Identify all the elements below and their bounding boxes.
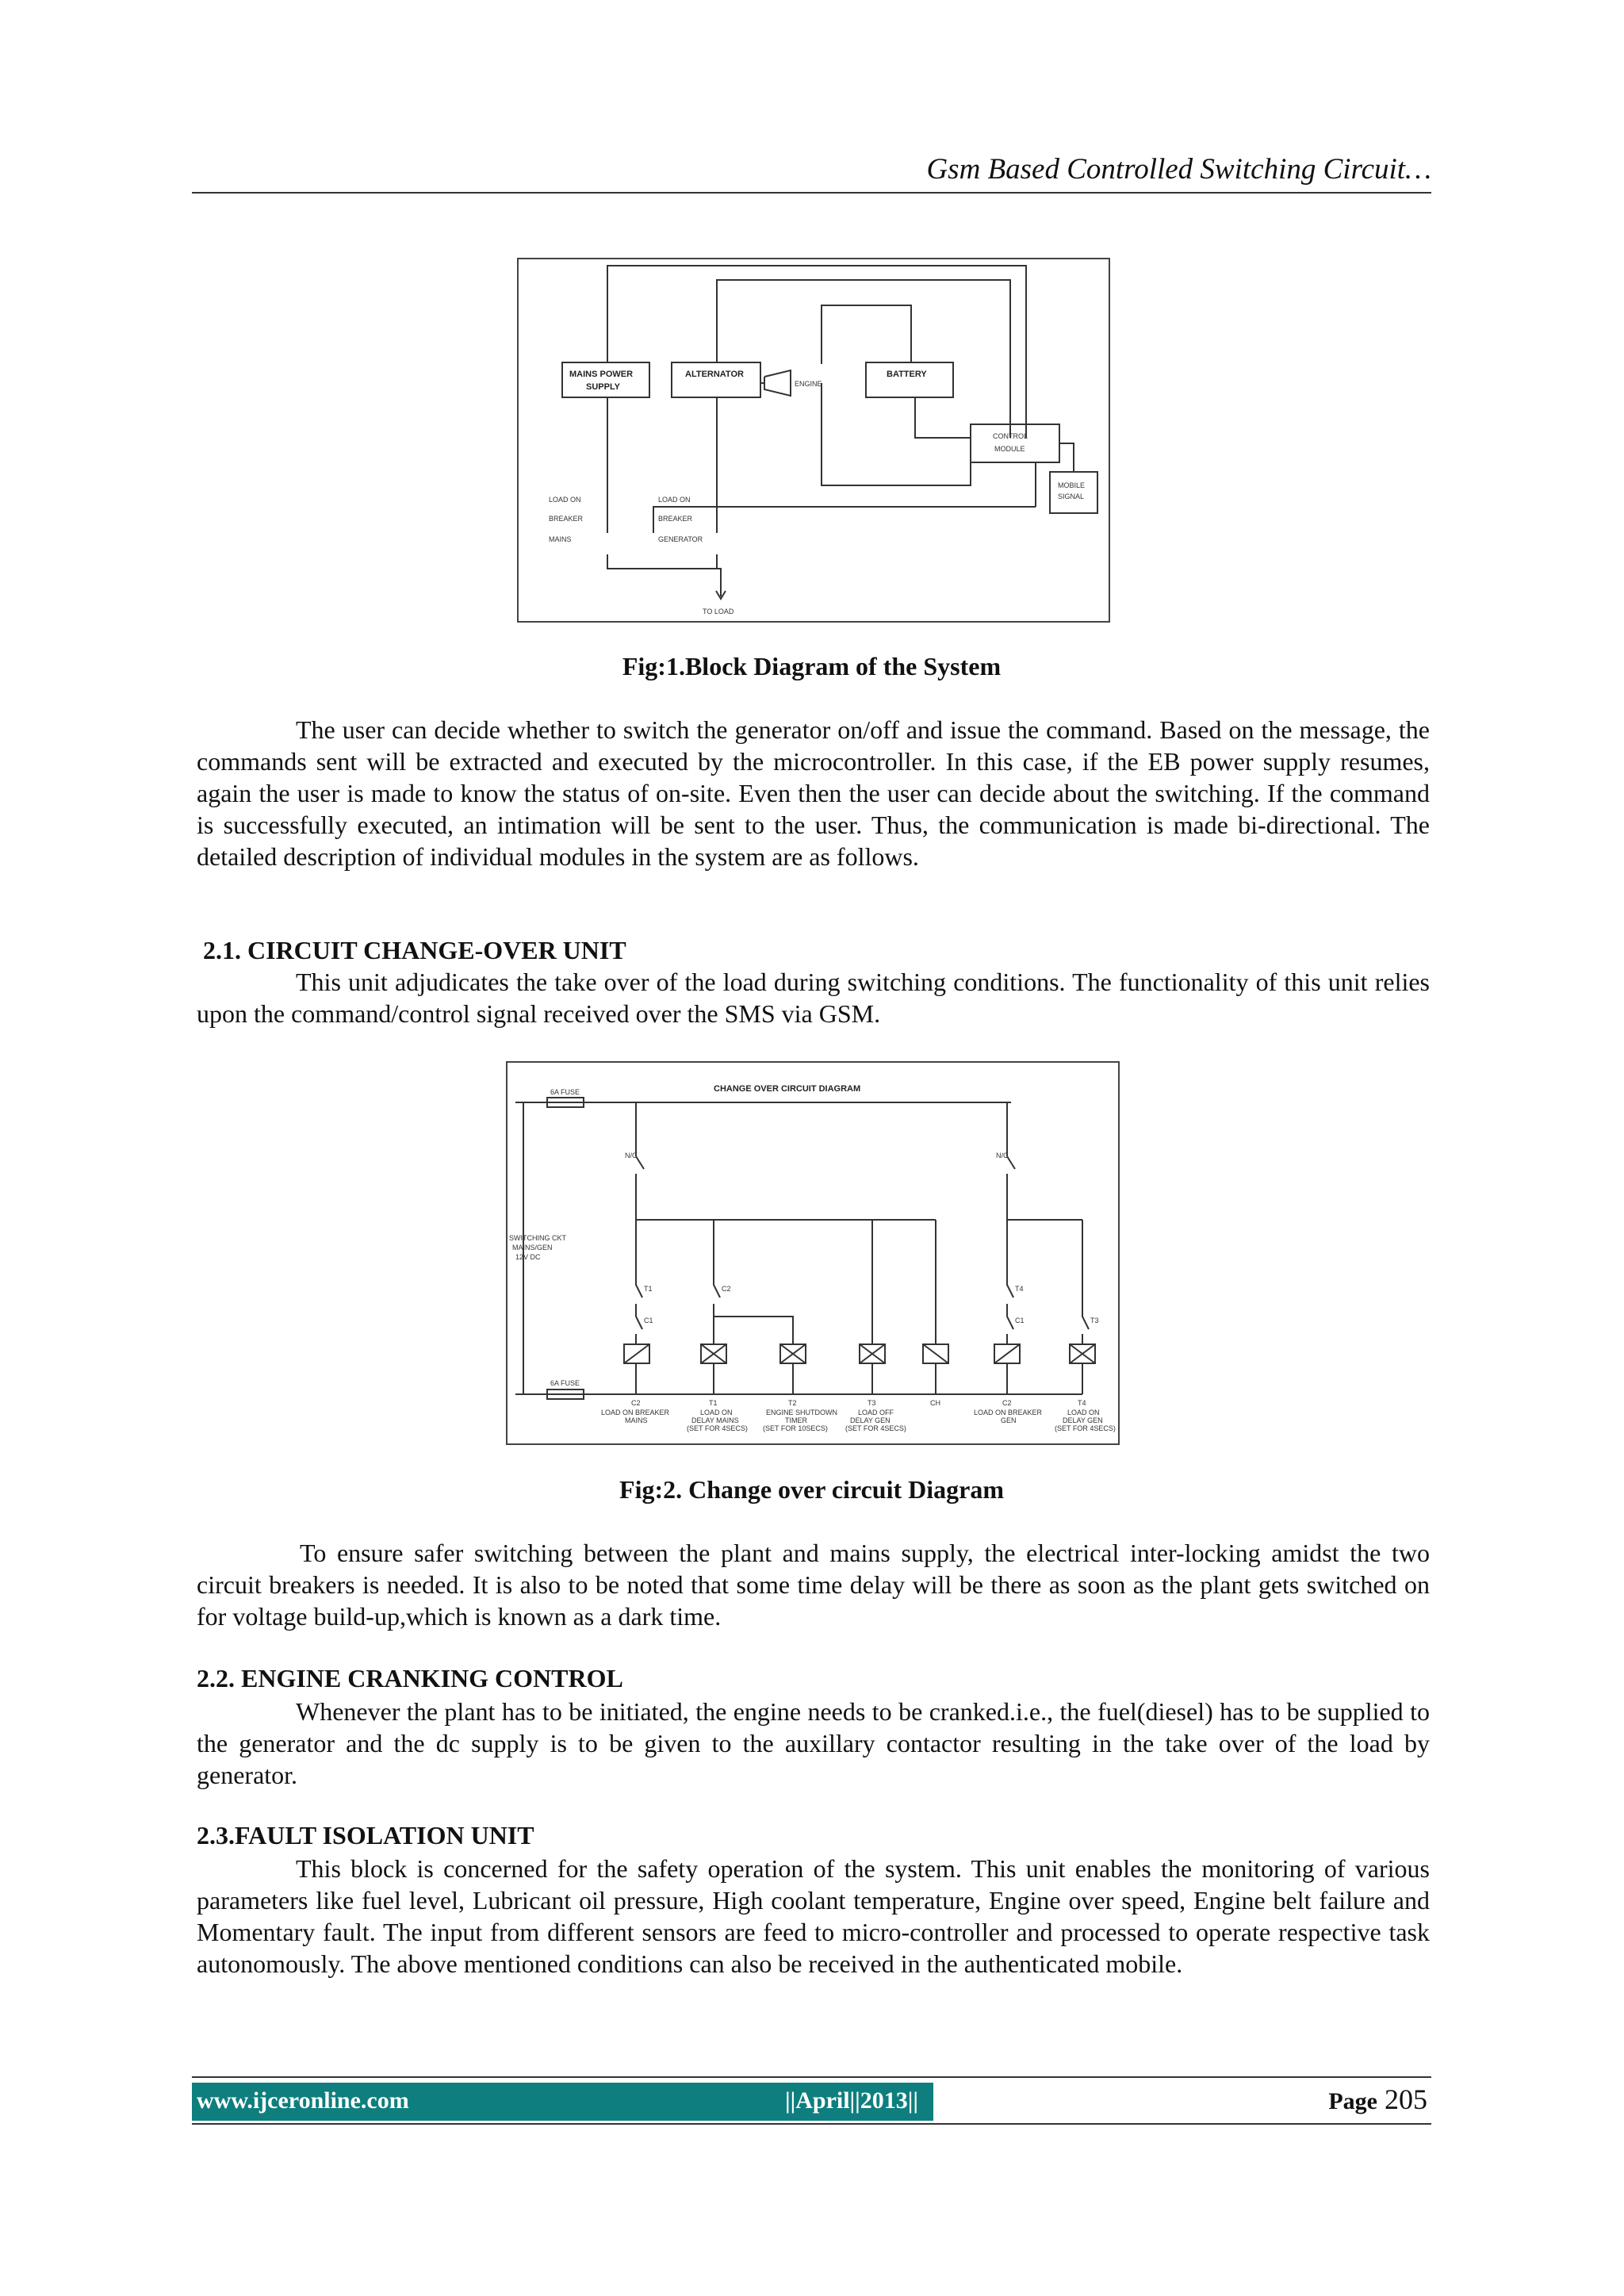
change-over-svg: [508, 1063, 1118, 1443]
section-2-3-heading: 2.3.FAULT ISOLATION UNIT: [197, 1821, 534, 1849]
breaker-gen-label-2: BREAKER: [658, 515, 693, 523]
footer-url-link[interactable]: www.ijceronline.com: [197, 2087, 409, 2114]
alternator-block: [672, 362, 760, 397]
breaker-gen-label-3: GENERATOR: [658, 535, 703, 543]
coil-t1: [701, 1344, 726, 1394]
footer-page-number: 205: [1385, 2083, 1427, 2115]
contact-tag-c2: C2: [722, 1285, 731, 1293]
control-module-block: [971, 424, 1059, 462]
control-label-2: MODULE: [994, 445, 1025, 453]
section-2-1-heading: 2.1. CIRCUIT CHANGE-OVER UNIT: [203, 936, 626, 964]
coil-c2-mains: [624, 1344, 649, 1394]
breaker-gen-label-1: LOAD ON: [658, 496, 691, 504]
engine-label: ENGINE: [795, 380, 822, 388]
coil-t2: [780, 1344, 806, 1394]
section-2-2-text: Whenever the plant has to be initiated, the engine needs to be cranked.i.e., the fuel(diesel) has to be supplied to the generator and the dc supply is to be given to the auxillary contactor resulting in the take over of the load by generator.: [197, 1697, 1430, 1789]
breaker-mains-label-1: LOAD ON: [549, 496, 581, 504]
coil-label-7a: LOAD ON: [1067, 1409, 1100, 1416]
coil-label-4c: (SET FOR 4SECS): [845, 1424, 906, 1432]
block-diagram-svg: [519, 259, 1109, 621]
contact-tag-c1a: C1: [644, 1317, 653, 1324]
supply-label-1: SWITCHING CKT: [509, 1234, 566, 1242]
coil-t3: [860, 1344, 885, 1394]
contact-tag-t4: T4: [1015, 1285, 1024, 1293]
coil-ch: [923, 1344, 948, 1394]
footer-rule-top: [192, 2076, 1431, 2078]
coil-label-4a: LOAD OFF: [858, 1409, 894, 1416]
fuse-bottom-label: 6A FUSE: [550, 1379, 580, 1387]
paragraph-intro: The user can decide whether to switch the generator on/off and issue the command. Based on the message, the commands sent will be extracted and executed by the microcontroller. In this case, if the EB power supply resumes, again the user is made to know the status of on-site. Even then the user can decide about the switching. If the command is successfully executed, an intimation will be sent to the user. Thus, the communication is made bi-directional. The detailed description of individual modules in the system are as follows.: [197, 715, 1430, 871]
coil-label-2c: (SET FOR 4SECS): [687, 1424, 748, 1432]
footer-page-word: Page: [1328, 2088, 1377, 2114]
coil-tag-2: T1: [709, 1399, 718, 1407]
footer-rule-bottom: [192, 2123, 1431, 2125]
coil-label-6b: GEN: [1001, 1416, 1017, 1424]
footer-page: [1237, 2083, 1427, 2116]
contact-tag-c1b: C1: [1015, 1317, 1025, 1324]
coil-t4: [1070, 1344, 1095, 1394]
contact-tag-t1: T1: [644, 1285, 653, 1293]
coil-label-3b: TIMER: [785, 1416, 807, 1424]
figure-1-caption: Fig:1.Block Diagram of the System: [622, 652, 1002, 680]
breaker-mains-label-2: BREAKER: [549, 515, 584, 523]
coil-label-3a: ENGINE SHUTDOWN: [766, 1409, 837, 1416]
coil-tag-3: T2: [788, 1399, 797, 1407]
mains-label-1: MAINS POWER: [569, 370, 634, 379]
figure-2-caption: Fig:2. Change over circuit Diagram: [619, 1475, 1004, 1504]
coil-tag-7: T4: [1078, 1399, 1086, 1407]
section-2-2-heading: 2.2. ENGINE CRANKING CONTROL: [197, 1664, 623, 1692]
coil-label-2b: DELAY MAINS: [691, 1416, 739, 1424]
mains-power-supply-block: [562, 362, 649, 397]
engine-block: [764, 370, 791, 396]
header-rule: [192, 192, 1431, 194]
coil-c2-gen: [994, 1344, 1020, 1394]
running-header: Gsm Based Controlled Switching Circuit…: [926, 153, 1431, 186]
to-load-label: TO LOAD: [703, 608, 734, 615]
section-2-1-text: This unit adjudicates the take over of the load during switching conditions. The functionality of this unit relies upon the command/control signal received over the SMS via GSM.: [197, 968, 1430, 1028]
paragraph-interlocking: To ensure safer switching between the plant and mains supply, the electrical inter-locking amidst the two circuit breakers is needed. It is also to be noted that some time delay will be there as soon as the plant gets switched on for voltage build-up,which is known as a dark time.: [197, 1539, 1430, 1631]
mains-label-2: SUPPLY: [586, 382, 621, 392]
mobile-label-1: MOBILE: [1058, 481, 1086, 489]
contact-nc-1: N/C: [625, 1152, 638, 1159]
coil-label-7b: DELAY GEN: [1063, 1416, 1103, 1424]
circuit-title: CHANGE OVER CIRCUIT DIAGRAM: [714, 1084, 861, 1094]
supply-label-2: MAINS/GEN: [512, 1244, 553, 1251]
coil-label-1b: MAINS: [625, 1416, 648, 1424]
coil-label-3c: (SET FOR 10SECS): [763, 1424, 828, 1432]
control-label-1: CONTROL: [993, 432, 1028, 440]
coil-label-4b: DELAY GEN: [850, 1416, 891, 1424]
coil-label-2a: LOAD ON: [700, 1409, 733, 1416]
breaker-mains-label-3: MAINS: [549, 535, 572, 543]
coil-tag-4: T3: [868, 1399, 876, 1407]
footer-date: ||April||2013||: [785, 2087, 918, 2114]
coil-tag-6: C2: [1002, 1399, 1012, 1407]
figure-2-change-over-circuit: [506, 1061, 1120, 1445]
mobile-label-2: SIGNAL: [1058, 493, 1085, 500]
coil-tag-5: CH: [930, 1399, 940, 1407]
coil-tag-1: C2: [631, 1399, 641, 1407]
battery-label: BATTERY: [887, 370, 927, 379]
battery-block: [866, 362, 953, 397]
section-2-3-text: This block is concerned for the safety operation of the system. This unit enables the monitoring of various parameters like fuel level, Lubricant oil pressure, High coolant temperature, Engine over speed, Engine belt failure and Momentary fault. The input from different sensors are feed to micro-controller and processed to operate respective task autonomously. The above mentioned conditions can also be received in the authenticated mobile.: [197, 1854, 1430, 1978]
alternator-label: ALTERNATOR: [685, 370, 744, 379]
contact-nc-2: N/C: [996, 1152, 1009, 1159]
coil-label-7c: (SET FOR 4SECS): [1055, 1424, 1116, 1432]
coil-label-1a: LOAD ON BREAKER: [601, 1409, 670, 1416]
figure-1-block-diagram: [517, 258, 1110, 623]
supply-label-3: 12V DC: [515, 1253, 541, 1261]
fuse-top-label: 6A FUSE: [550, 1088, 580, 1096]
contact-tag-t3: T3: [1090, 1317, 1099, 1324]
coil-label-6a: LOAD ON BREAKER: [974, 1409, 1043, 1416]
